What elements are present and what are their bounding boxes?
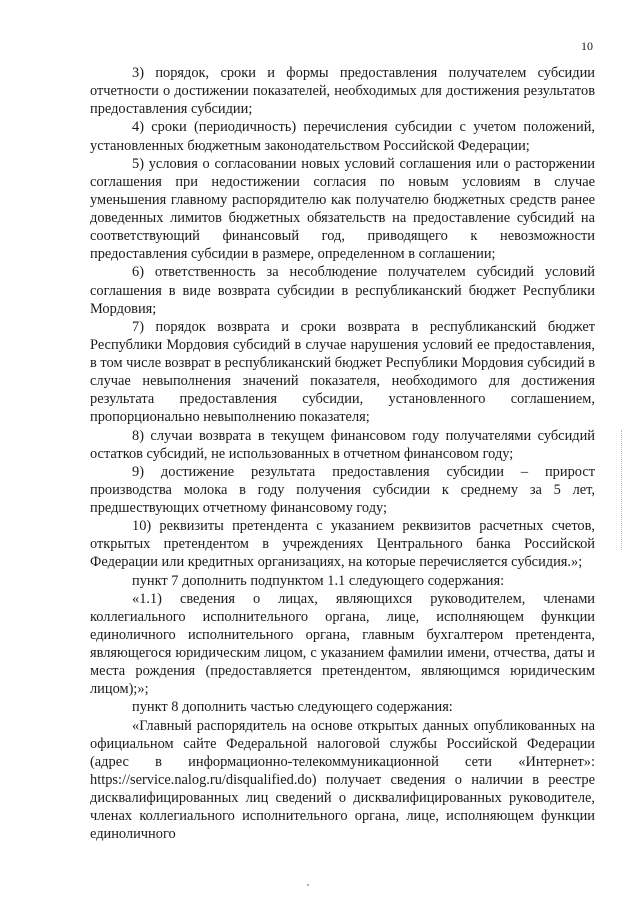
paragraph-item-5: 5) условия о согласовании новых условий соглашения или о расторжении соглашения при недостижении согласия по новым условиям в случае уменьшения главному распорядителю как получателю бюджетных средств ранее доведенных лимитов бюджетных обязательств на предоставление субсидий на соответствующий финансовый год, приводящего к невозможности предоставления субсидии в размере, определенном в соглашении;: [90, 155, 595, 263]
scan-margin-marks: [621, 430, 623, 550]
document-body: [90, 64, 595, 843]
paragraph-item-8: 8) случаи возврата в текущем финансовом году получателями субсидий остатков субсидий, не использованных в отчетном финансовом году;: [90, 427, 595, 462]
paragraph-clause-8-text: «Главный распорядитель на основе открытых данных опубликованных на официальном сайте Федеральной налоговой службы Российской Федерации (адрес в информационно-телекоммуникационной сети «Интернет»: https://service.nalog.ru/disqualified.do) получает сведения о наличии в реестре дисквалифицированных лиц сведений о дисквалифицированных руководителе, членах коллегиального исполнительного органа, лице, исполняющем функции единоличного: [90, 717, 595, 843]
paragraph-item-9: 9) достижение результата предоставления субсидии – прирост производства молока в году получения субсидии к среднему за 5 лет, предшествующих отчетному финансовому году;: [90, 463, 595, 516]
paragraph-subclause-1-1: «1.1) сведения о лицах, являющихся руководителем, членами коллегиального исполнительного органа, лице, исполняющем функции единоличного исполнительного органа, главным бухгалтером претендента, являющегося юридическим лицом, с указанием фамилии имени, отчества, даты и места рождения (предоставляется претендентом, являющимся юридическим лицом);»;: [90, 590, 595, 698]
scan-artifact-dot: [307, 884, 309, 886]
page-number: 10: [581, 39, 593, 53]
paragraph-amend-clause-8: пункт 8 дополнить частью следующего содержания:: [132, 699, 453, 716]
paragraph-item-4: 4) сроки (периодичность) перечисления субсидии с учетом положений, установленных бюджетным законодательством Российской Федерации;: [90, 119, 595, 154]
paragraph-amend-clause-7: пункт 7 дополнить подпунктом 1.1 следующего содержания:: [132, 572, 505, 589]
paragraph-item-6: 6) ответственность за несоблюдение получателем субсидий условий соглашения в виде возврата субсидии в республиканский бюджет Республики Мордовия;: [90, 264, 595, 317]
paragraph-item-7: 7) порядок возврата и сроки возврата в республиканский бюджет Республики Мордовия субсидий в случае нарушения условий ее предоставления, в том числе возврат в республиканский бюджет Республики Мордовия субсидий в случае невыполнения значений показателя, необходимого для достижения результата предоставления субсидии, установленного соглашением, пропорционально невыполнению показателя;: [90, 318, 595, 426]
paragraph-item-10: 10) реквизиты претендента с указанием реквизитов расчетных счетов, открытых претендентом в учреждениях Центрального банка Российской Федерации или кредитных организациях, на которые перечисляется субсидия.»;: [90, 518, 595, 571]
paragraph-item-3: 3) порядок, сроки и формы предоставления получателем субсидии отчетности о достижении показателей, необходимых для достижения результатов предоставления субсидии;: [90, 65, 595, 118]
